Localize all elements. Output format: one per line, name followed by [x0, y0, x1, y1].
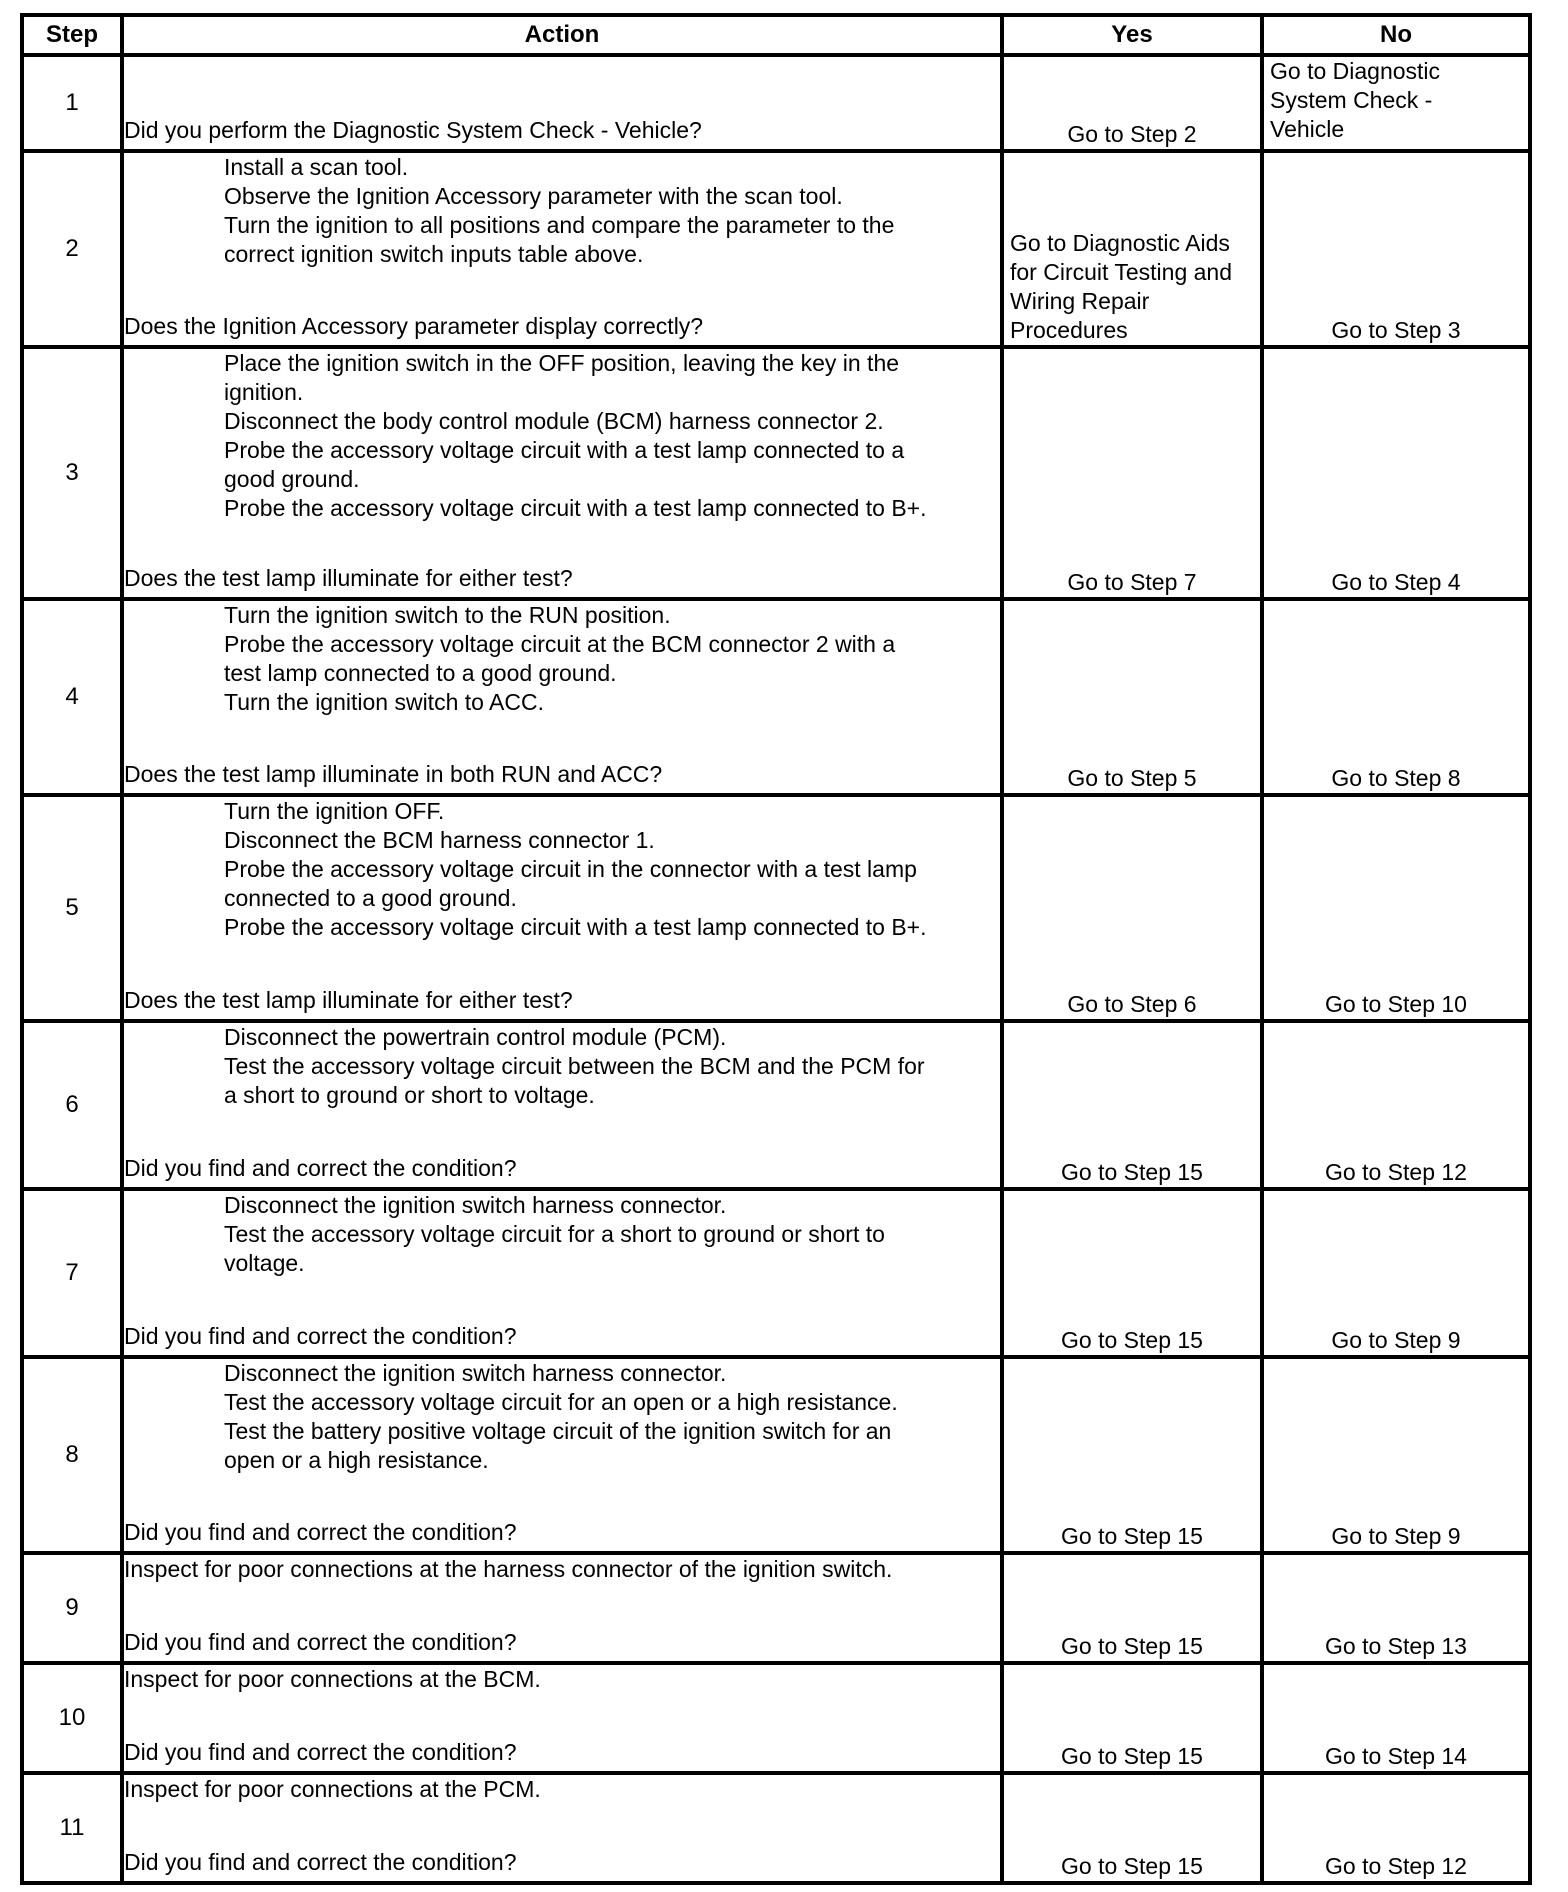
instruction-list [124, 153, 1000, 269]
table-row [22, 55, 1530, 151]
no-result-line: Go to Step 8 [1331, 765, 1461, 791]
yes-result [1002, 1553, 1262, 1663]
yes-result [1002, 795, 1262, 1021]
yes-result-line: Go to Step 2 [1067, 121, 1197, 147]
instruction-line: Turn the ignition switch to the RUN position. [224, 602, 671, 628]
action-text: Inspect for poor connections at the PCM. [124, 1776, 541, 1802]
action-cell [122, 151, 1002, 347]
instruction-line: Test the accessory voltage circuit for an open or a high resistance. [224, 1389, 898, 1415]
question-text: Does the test lamp illuminate for either test? [124, 987, 573, 1013]
table-row [22, 1189, 1530, 1357]
step-number: 6 [22, 1021, 122, 1189]
step-number: 9 [22, 1553, 122, 1663]
instruction-line: Disconnect the body control module (BCM) harness connector 2. [224, 408, 884, 434]
yes-result-line: Go to Step 15 [1061, 1633, 1203, 1659]
yes-result [1002, 1021, 1262, 1189]
step-number: 10 [22, 1663, 122, 1773]
instruction-line: good ground. [224, 466, 360, 492]
yes-result [1002, 599, 1262, 795]
action-cell [122, 1021, 1002, 1189]
step-number: 8 [22, 1357, 122, 1553]
table-row [22, 1553, 1530, 1663]
no-result [1262, 151, 1530, 347]
header-yes: Yes [1002, 15, 1262, 55]
instruction-line: Place the ignition switch in the OFF position, leaving the key in the [224, 350, 900, 376]
instruction-line: Probe the accessory voltage circuit with a test lamp connected to B+. [224, 495, 927, 521]
no-result [1262, 347, 1530, 599]
question-text: Did you perform the Diagnostic System Check - Vehicle? [124, 117, 702, 143]
action-cell [122, 1773, 1002, 1883]
instruction-list [124, 1023, 1000, 1110]
instruction-line: Turn the ignition OFF. [224, 798, 445, 824]
instruction-line: Test the battery positive voltage circuit of the ignition switch for an [224, 1418, 892, 1444]
question-text: Does the test lamp illuminate in both RUN and ACC? [124, 761, 663, 787]
instruction-line: Probe the accessory voltage circuit at the BCM connector 2 with a [224, 631, 896, 657]
question-text: Does the Ignition Accessory parameter display correctly? [124, 313, 704, 339]
diagnostic-table [20, 13, 1532, 1885]
no-result-line: System Check - [1270, 87, 1433, 113]
header-step: Step [22, 15, 122, 55]
action-cell [122, 599, 1002, 795]
table-row [22, 347, 1530, 599]
no-result-line: Go to Step 14 [1325, 1743, 1467, 1769]
instruction-line: Disconnect the BCM harness connector 1. [224, 827, 655, 853]
instruction-line: Probe the accessory voltage circuit with a test lamp connected to B+. [224, 914, 927, 940]
instruction-line: Turn the ignition switch to ACC. [224, 689, 545, 715]
question-text: Did you find and correct the condition? [124, 1155, 517, 1181]
no-result-line: Go to Step 9 [1331, 1523, 1461, 1549]
instruction-list [124, 797, 1000, 942]
yes-result [1002, 1189, 1262, 1357]
instruction-line: Observe the Ignition Accessory parameter with the scan tool. [224, 183, 843, 209]
yes-result-line: Go to Step 15 [1061, 1853, 1203, 1879]
table-row [22, 1663, 1530, 1773]
no-result-line: Go to Step 4 [1331, 569, 1461, 595]
instruction-line: ignition. [224, 379, 304, 405]
yes-result-line: Go to Step 15 [1061, 1743, 1203, 1769]
instruction-line: a short to ground or short to voltage. [224, 1082, 595, 1108]
question-text: Does the test lamp illuminate for either test? [124, 565, 573, 591]
no-result [1262, 1553, 1530, 1663]
step-number: 3 [22, 347, 122, 599]
no-result-line: Vehicle [1270, 116, 1345, 142]
action-cell [122, 1189, 1002, 1357]
header-no: No [1262, 15, 1530, 55]
yes-result-line: Go to Step 15 [1061, 1159, 1203, 1185]
action-cell [122, 795, 1002, 1021]
no-result-line: Go to Step 10 [1325, 991, 1467, 1017]
step-number: 4 [22, 599, 122, 795]
no-result-line: Go to Step 3 [1331, 317, 1461, 343]
action-cell [122, 55, 1002, 151]
yes-result-line: Go to Step 15 [1061, 1327, 1203, 1353]
table-row [22, 795, 1530, 1021]
yes-result [1002, 1357, 1262, 1553]
step-number: 11 [22, 1773, 122, 1883]
no-result [1262, 1357, 1530, 1553]
instruction-line: Test the accessory voltage circuit for a short to ground or short to [224, 1221, 885, 1247]
action-text: Inspect for poor connections at the BCM. [124, 1666, 541, 1692]
action-cell [122, 1357, 1002, 1553]
instruction-list [124, 601, 1000, 717]
no-result-line: Go to Step 9 [1331, 1327, 1461, 1353]
yes-result-line: Go to Step 7 [1067, 569, 1197, 595]
yes-result-line: Go to Step 15 [1061, 1523, 1203, 1549]
table-row [22, 1021, 1530, 1189]
no-result-line: Go to Step 12 [1325, 1853, 1467, 1879]
yes-result [1002, 1773, 1262, 1883]
yes-result-line: Procedures [1010, 317, 1128, 343]
yes-result-line: Wiring Repair [1010, 288, 1150, 314]
yes-result [1002, 347, 1262, 599]
question-text: Did you find and correct the condition? [124, 1519, 517, 1545]
no-result-line: Go to Step 13 [1325, 1633, 1467, 1659]
table-row [22, 151, 1530, 347]
instruction-list [124, 349, 1000, 523]
instruction-line: Disconnect the ignition switch harness connector. [224, 1192, 727, 1218]
question-text: Did you find and correct the condition? [124, 1323, 517, 1349]
question-text: Did you find and correct the condition? [124, 1739, 517, 1765]
header-row [22, 15, 1530, 55]
instruction-line: Test the accessory voltage circuit between the BCM and the PCM for [224, 1053, 925, 1079]
yes-result [1002, 55, 1262, 151]
yes-result-line: Go to Step 5 [1067, 765, 1197, 791]
step-number: 1 [22, 55, 122, 151]
yes-result-line: Go to Step 6 [1067, 991, 1197, 1017]
table-row [22, 1773, 1530, 1883]
no-result [1262, 1189, 1530, 1357]
instruction-line: correct ignition switch inputs table above. [224, 241, 644, 267]
instruction-line: Disconnect the ignition switch harness connector. [224, 1360, 727, 1386]
instruction-line: Install a scan tool. [224, 154, 409, 180]
step-number: 2 [22, 151, 122, 347]
no-result [1262, 599, 1530, 795]
step-number: 7 [22, 1189, 122, 1357]
no-result-line: Go to Diagnostic [1270, 58, 1441, 84]
no-result [1262, 1663, 1530, 1773]
table-row [22, 599, 1530, 795]
instruction-line: connected to a good ground. [224, 885, 517, 911]
no-result [1262, 795, 1530, 1021]
no-result [1262, 1773, 1530, 1883]
instruction-list [124, 1359, 1000, 1475]
instruction-line: Probe the accessory voltage circuit in the connector with a test lamp [224, 856, 917, 882]
yes-result-line: Go to Diagnostic Aids [1010, 230, 1230, 256]
action-cell [122, 1663, 1002, 1773]
action-text: Inspect for poor connections at the harness connector of the ignition switch. [124, 1556, 893, 1582]
yes-result-line: for Circuit Testing and [1010, 259, 1233, 285]
question-text: Did you find and correct the condition? [124, 1849, 517, 1875]
yes-result [1002, 151, 1262, 347]
instruction-list [124, 1191, 1000, 1278]
table-row [22, 1357, 1530, 1553]
instruction-line: test lamp connected to a good ground. [224, 660, 617, 686]
step-number: 5 [22, 795, 122, 1021]
action-cell [122, 1553, 1002, 1663]
instruction-line: Disconnect the powertrain control module (PCM). [224, 1024, 727, 1050]
yes-result [1002, 1663, 1262, 1773]
no-result [1262, 1021, 1530, 1189]
instruction-line: Probe the accessory voltage circuit with a test lamp connected to a [224, 437, 905, 463]
instruction-line: Turn the ignition to all positions and compare the parameter to the [224, 212, 895, 238]
no-result [1262, 55, 1530, 151]
header-action: Action [122, 15, 1002, 55]
no-result-line: Go to Step 12 [1325, 1159, 1467, 1185]
instruction-line: voltage. [224, 1250, 305, 1276]
instruction-line: open or a high resistance. [224, 1447, 489, 1473]
action-cell [122, 347, 1002, 599]
question-text: Did you find and correct the condition? [124, 1629, 517, 1655]
